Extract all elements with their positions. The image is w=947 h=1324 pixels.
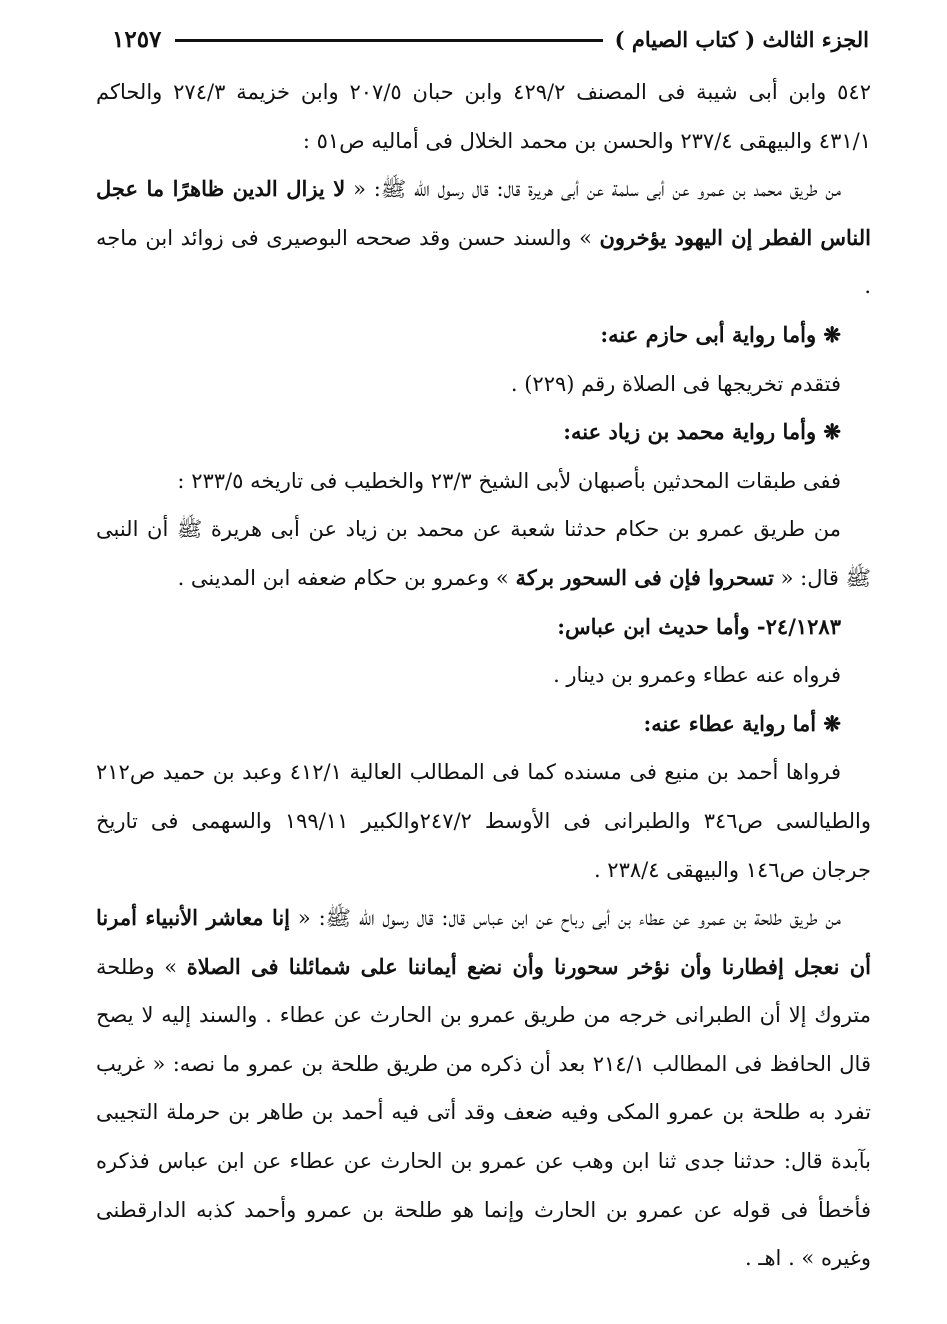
paragraph-abu-hazim <box>96 360 871 409</box>
header-rule <box>175 39 602 42</box>
paragraph-text: » والسند حسن وقد صححه البوصيرى فى زوائد ابن ماجه . <box>96 225 871 299</box>
heading-muhammad-ibn-ziyad <box>96 408 871 457</box>
heading-text: ❋ وأما رواية محمد بن زياد عنه: <box>563 419 841 445</box>
paragraph-sources-continued <box>96 68 871 165</box>
hadith-text: إنا معاشر الأنبياء أمرنا أن نعجل إفطارنا وأن نؤخر سحورنا وأن نضع أيماننا على شمائلنا فى الصلاة <box>96 905 871 979</box>
paragraph-text: من طريق طلحة بن عمرو عن عطاء بن أبى رباح عن ابن عباس قال: قال رسول الله ﷺ: « <box>290 906 841 931</box>
heading-ibn-abbas <box>96 603 871 652</box>
paragraph-text: فرواها أحمد بن منيع فى مسنده كما فى المطالب العالية ٤١٢/١ وعبد بن حميد ص٢١٢ والطيالسى ص٣٤٦ والطبرانى فى الأوسط ٢٤٧/٢والكبير ١٩٩/١١ والسهمى فى تاريخ جرجان ص١٤٦ والبيهقى ٢٣٨/٤ . <box>96 760 871 882</box>
paragraph-narrators <box>96 651 871 700</box>
heading-abu-hazim <box>96 311 871 360</box>
heading-ata <box>96 700 871 749</box>
paragraph-text: من طريق عمرو بن حكام حدثنا شعبة عن محمد بن زياد عن أبى هريرة ﷺ أن النبى ﷺ قال: « <box>96 517 871 590</box>
page-header <box>112 22 869 56</box>
paragraph-tabaqat <box>96 457 871 506</box>
heading-text: ٢٤/١٢٨٣- وأما حديث ابن عباس: <box>557 613 841 639</box>
hadith-text: تسحروا فإن فى السحور بركة <box>515 564 774 590</box>
paragraph-hadith-suhur <box>96 505 871 602</box>
paragraph-hadith-prophets <box>96 894 871 1283</box>
paragraph-text: » وطلحة متروك إلا أن الطبرانى خرجه من طريق عمرو بن الحارث عن عطاء . والسند إليه لا يصح قال الحافظ فى المطالب ٢١٤/١ بعد أن ذكره من طريق طلحة بن عمرو ما نصه: « غريب تفرد به طلحة بن عمرو المكى وفيه ضعف وقد أتى فيه أحمد بن طاهر بن حرملة التجيبى بآبدة قال: حدثنا جدى ثنا ابن وهب عن عمرو بن الحارث عن عطاء عن ابن عباس فذكره فأخطأ فى قوله عن عمرو بن الحارث وإنما هو طلحة بن عمرو وأحمد كذبه الدارقطنى وغيره » . اهـ . <box>96 954 871 1271</box>
paragraph-text: فتقدم تخريجها فى الصلاة رقم (٢٢٩) . <box>510 371 841 396</box>
paragraph-text: من طريق محمد بن عمرو عن أبى سلمة عن أبى هريرة قال: قال رسول الله ﷺ: « <box>345 177 841 202</box>
paragraph-ata-sources <box>96 748 871 894</box>
hadith-text: لا يزال الدين ظاهرًا ما عجل الناس الفطر إن اليهود يؤخرون <box>96 176 871 250</box>
paragraph-hadith-abu-salama <box>96 165 871 311</box>
paragraph-text: ٥٤٢ وابن أبى شيبة فى المصنف ٤٢٩/٢ وابن حبان ٢٠٧/٥ وابن خزيمة ٢٧٤/٣ والحاكم ٤٣١/١ والبيهقى ٢٣٧/٤ والحسن بن محمد الخلال فى أماليه ص٥١ : <box>96 80 871 153</box>
heading-text: ❋ وأما رواية أبى حازم عنه: <box>600 321 841 347</box>
page-number: ١٢٥٧ <box>112 25 162 53</box>
running-title: الجزء الثالث ( كتاب الصيام ) <box>614 26 869 52</box>
heading-text: ❋ أما رواية عطاء عنه: <box>643 710 841 736</box>
paragraph-text: » وعمرو بن حكام ضعفه ابن المدينى . <box>177 565 516 590</box>
paragraph-text: ففى طبقات المحدثين بأصبهان لأبى الشيخ ٢٣/٣ والخطيب فى تاريخه ٢٣٣/٥ : <box>177 468 841 493</box>
page-body <box>96 68 871 1283</box>
paragraph-text: فرواه عنه عطاء وعمرو بن دينار . <box>553 663 841 688</box>
